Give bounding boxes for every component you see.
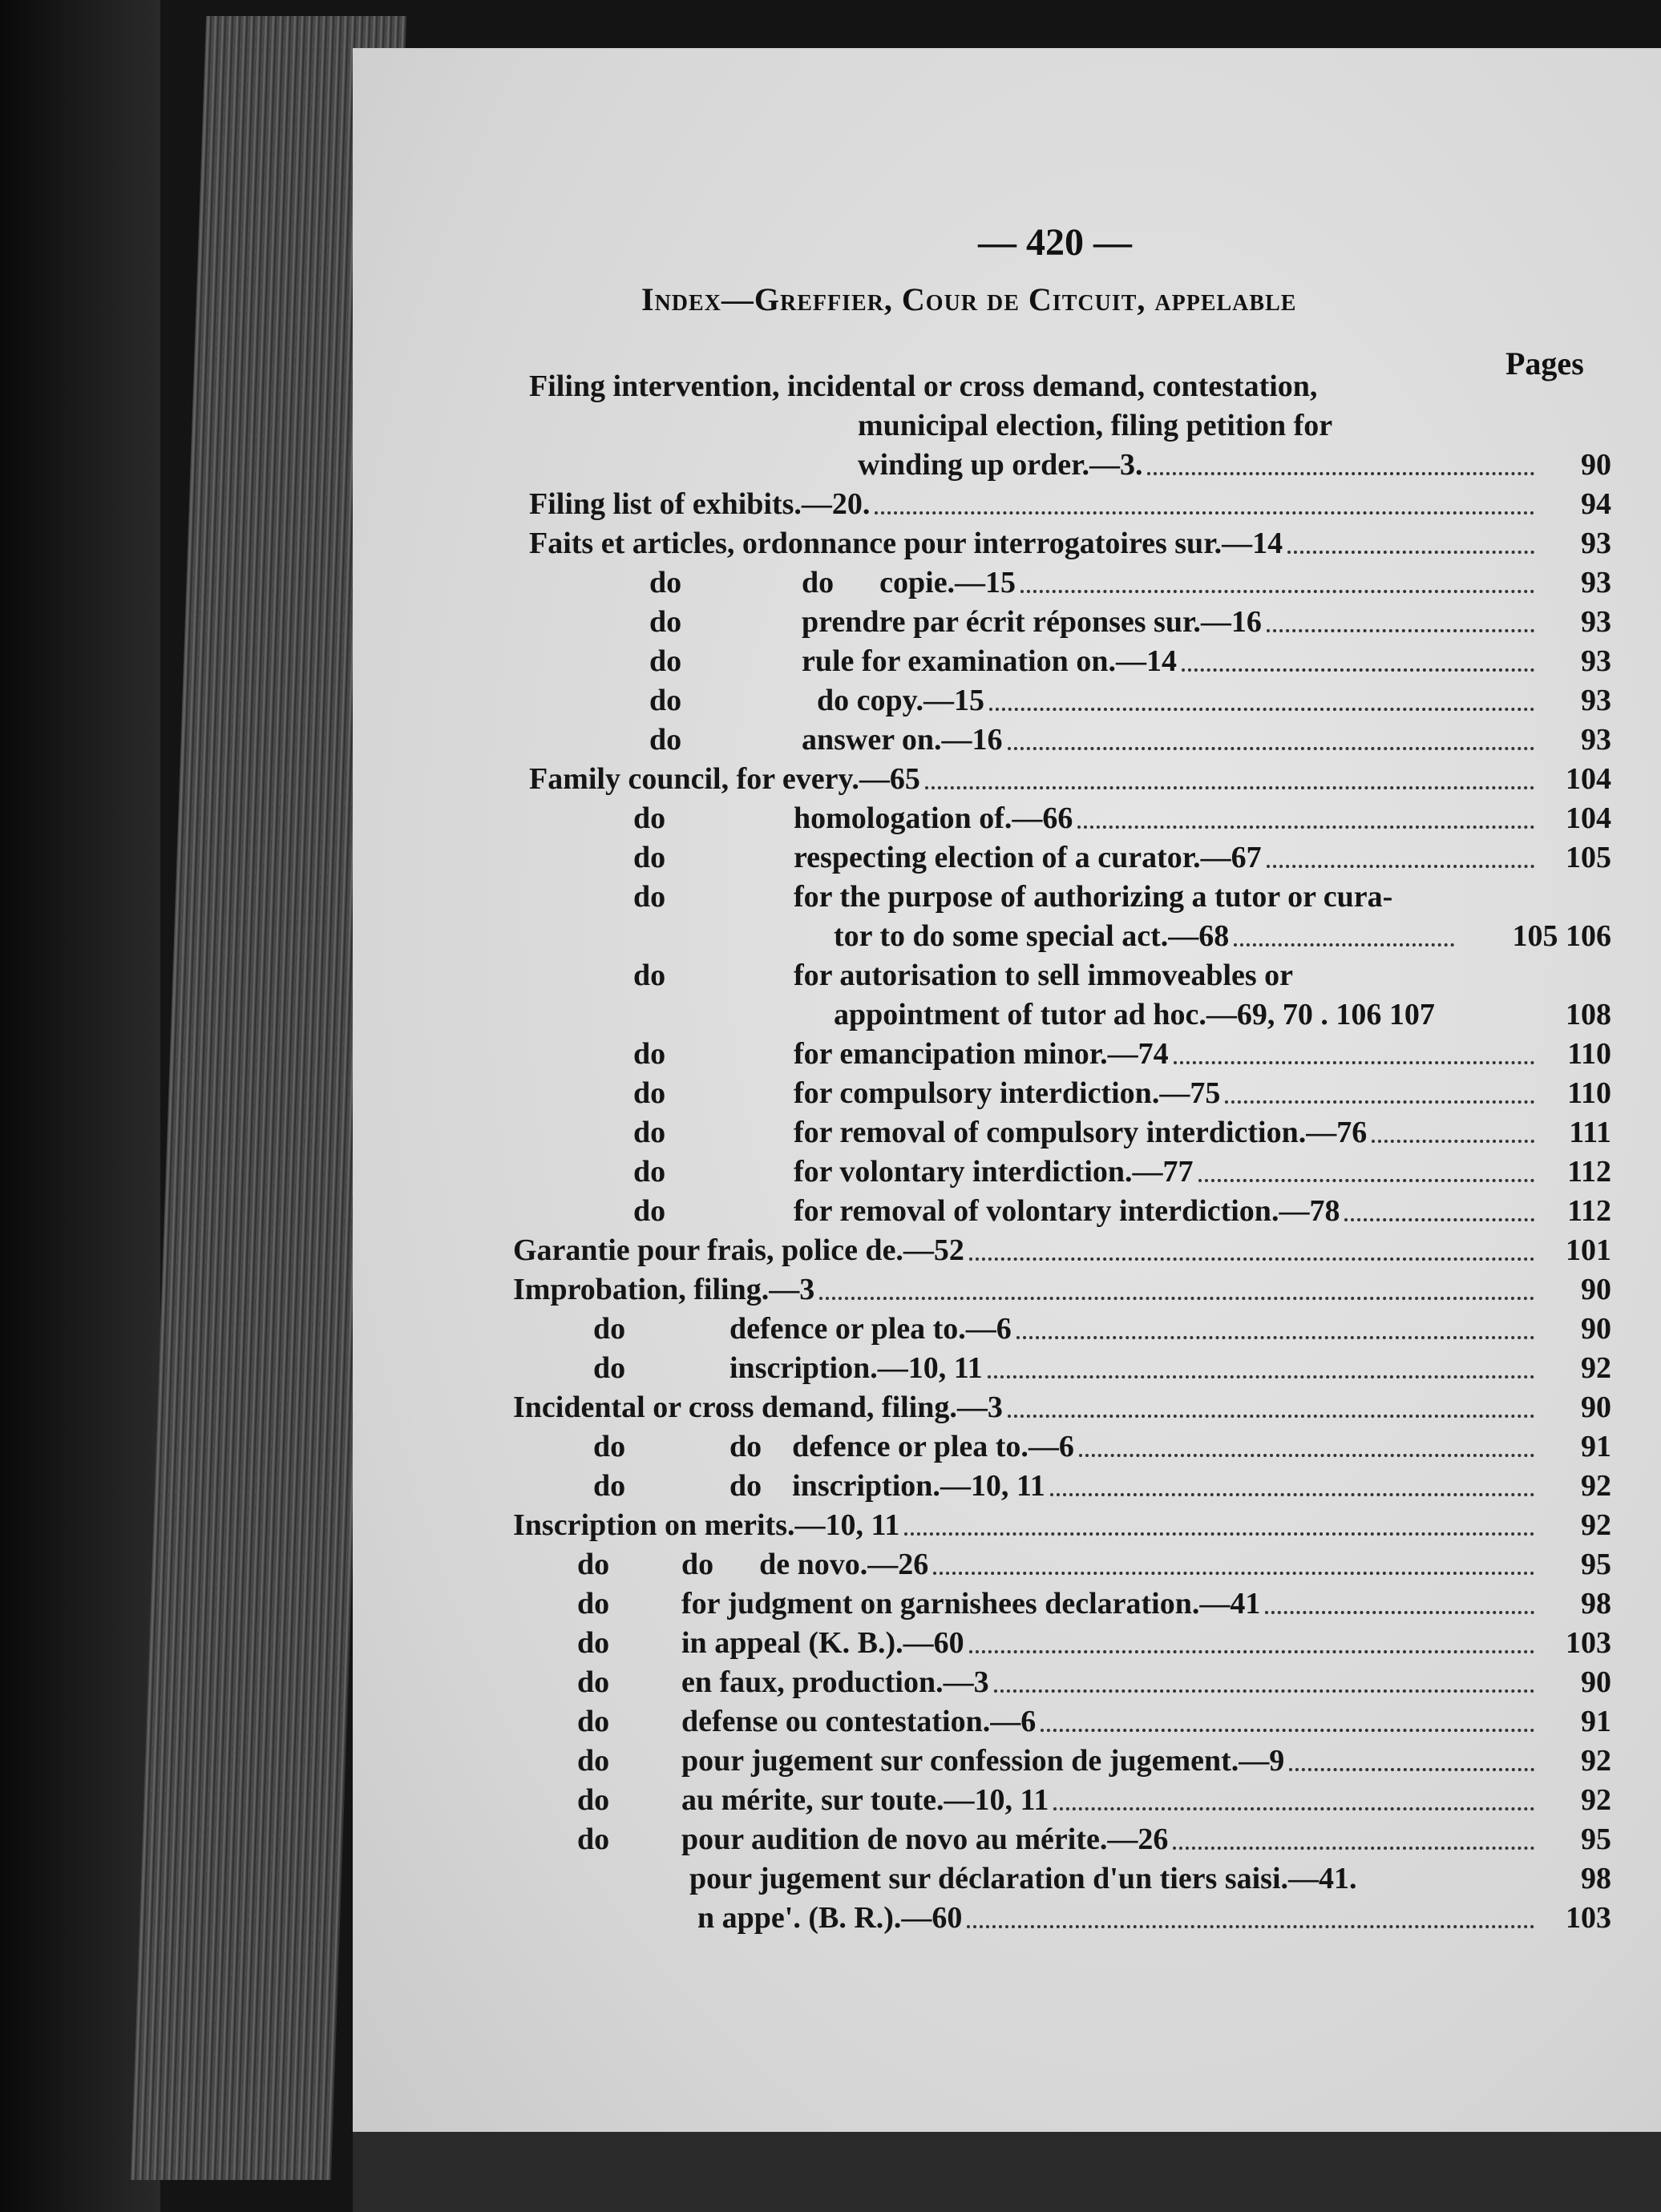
ditto-mark: do <box>577 1744 610 1778</box>
entry-text: for removal of compulsory interdiction.—76 <box>794 1116 1368 1149</box>
page-ref: 95 <box>1581 1822 1611 1856</box>
entry-text: Filing intervention, incidental or cross demand, contestation, <box>529 369 1318 403</box>
page-ref: 112 <box>1567 1155 1611 1189</box>
ditto-mark: do <box>633 959 666 992</box>
index-entry <box>529 918 1611 958</box>
entry-text: n appe'. (B. R.).—60 <box>697 1901 963 1935</box>
index-entry <box>529 840 1611 879</box>
index-entry <box>529 565 1611 604</box>
dot-leader <box>1050 1493 1534 1496</box>
entry-text: for emancipation minor.—74 <box>794 1037 1169 1071</box>
entry-text: do inscription.—10, 11 <box>729 1469 1045 1503</box>
dot-leader <box>1174 1061 1534 1064</box>
entry-text: for the purpose of authorizing a tutor or cura- <box>794 880 1393 914</box>
entry-text: Family council, for every.—65 <box>529 762 920 796</box>
entry-text: for autorisation to sell immoveables or <box>794 959 1294 992</box>
index-entry <box>529 1782 1611 1822</box>
entry-text: municipal election, filing petition for <box>858 409 1333 442</box>
index-entries <box>513 369 1611 1940</box>
dot-leader <box>1267 629 1534 632</box>
index-entry <box>529 1076 1611 1115</box>
ditto-mark: do <box>649 723 682 757</box>
page-ref: 105 106 <box>1512 919 1611 953</box>
ditto-mark: do <box>577 1783 610 1817</box>
dot-leader <box>933 1572 1534 1575</box>
page-ref: 108 <box>1566 998 1611 1031</box>
page-ref: 105 <box>1566 841 1611 874</box>
index-entry <box>529 761 1611 801</box>
entry-text: defense ou contestation.—6 <box>681 1705 1037 1738</box>
index-entry <box>529 1822 1611 1861</box>
page-ref: 98 <box>1581 1862 1611 1895</box>
entry-text: Inscription on merits.—10, 11 <box>513 1508 900 1542</box>
ditto-mark: do <box>649 644 682 678</box>
index-entry <box>513 1861 1611 1900</box>
dot-leader <box>1173 1847 1534 1850</box>
page-ref: 93 <box>1581 605 1611 639</box>
page-ref: 110 <box>1567 1076 1611 1110</box>
dot-leader <box>1287 551 1534 554</box>
page-number: — 420 — <box>978 221 1132 264</box>
entry-text: au mérite, sur toute.—10, 11 <box>681 1783 1049 1817</box>
index-entry <box>513 1508 1611 1547</box>
ditto-mark: do <box>577 1665 610 1699</box>
page-ref: 103 <box>1566 1901 1611 1935</box>
dot-leader <box>1016 1336 1534 1339</box>
entry-text: pour audition de novo au mérite.—26 <box>681 1822 1169 1856</box>
dot-leader <box>994 1689 1534 1693</box>
index-entry <box>529 486 1611 526</box>
entry-text: pour jugement sur déclaration d'un tiers saisi.—41. <box>689 1862 1357 1895</box>
entry-text: appointment of tutor ad hoc.—69, 70 . 106 107 <box>834 998 1435 1031</box>
index-entry <box>529 722 1611 761</box>
page-ref: 92 <box>1581 1351 1611 1385</box>
index-entry <box>529 1743 1611 1782</box>
ditto-mark: do <box>633 841 666 874</box>
index-entry <box>529 1625 1611 1665</box>
dot-leader <box>1079 1454 1534 1457</box>
page-ref: 94 <box>1581 487 1611 521</box>
entry-text: respecting election of a curator.—67 <box>794 841 1262 874</box>
page-ref: 90 <box>1581 448 1611 482</box>
ditto-mark: do <box>577 1705 610 1738</box>
ditto-mark: do <box>633 880 666 914</box>
index-entry <box>529 1311 1611 1350</box>
entry-text: do copy.—15 <box>802 684 985 717</box>
index-entry <box>529 1115 1611 1154</box>
entry-text: for removal of volontary interdiction.—78 <box>794 1194 1340 1228</box>
index-entry <box>529 997 1611 1036</box>
dot-leader <box>1267 865 1534 868</box>
ditto-mark: do <box>577 1626 610 1660</box>
index-entry <box>529 604 1611 644</box>
entry-text: defence or plea to.—6 <box>729 1312 1012 1346</box>
page-ref: 93 <box>1581 684 1611 717</box>
page-ref: 92 <box>1581 1469 1611 1503</box>
index-entry <box>529 801 1611 840</box>
ditto-mark: do <box>593 1469 626 1503</box>
ditto-mark: do <box>577 1587 610 1621</box>
dot-leader <box>1008 1415 1534 1418</box>
page-ref: 101 <box>1566 1233 1611 1267</box>
page-ref: 90 <box>1581 1273 1611 1306</box>
entry-text: Garantie pour frais, police de.—52 <box>513 1233 964 1267</box>
dot-leader <box>1372 1140 1534 1143</box>
dot-leader <box>1234 943 1454 947</box>
page-ref: 91 <box>1581 1705 1611 1738</box>
dot-leader <box>1020 590 1534 593</box>
dot-leader <box>1053 1807 1534 1810</box>
entry-text: do de novo.—26 <box>681 1548 929 1581</box>
dot-leader <box>819 1297 1534 1300</box>
ditto-mark: do <box>633 1116 666 1149</box>
index-entry <box>529 644 1611 683</box>
page-ref: 93 <box>1581 566 1611 599</box>
page-ref: 104 <box>1566 801 1611 835</box>
index-entry <box>529 447 1611 486</box>
dot-leader <box>988 1375 1534 1378</box>
ditto-mark: do <box>633 801 666 835</box>
index-entry <box>529 1586 1611 1625</box>
index-entry <box>529 1665 1611 1704</box>
index-entry <box>529 1704 1611 1743</box>
index-entry <box>529 408 1611 447</box>
page-ref: 92 <box>1581 1508 1611 1542</box>
dot-leader <box>1182 668 1534 672</box>
ditto-mark: do <box>633 1155 666 1189</box>
ditto-mark: do <box>593 1312 626 1346</box>
page-ref: 95 <box>1581 1548 1611 1581</box>
ditto-mark: do <box>593 1351 626 1385</box>
dot-leader <box>989 708 1534 711</box>
ditto-mark: do <box>577 1822 610 1856</box>
index-entry <box>529 1193 1611 1233</box>
page-ref: 90 <box>1581 1391 1611 1424</box>
entry-text: for judgment on garnishees declaration.—41 <box>681 1587 1261 1621</box>
dot-leader <box>925 786 1534 789</box>
page-ref: 112 <box>1567 1194 1611 1228</box>
index-entry <box>529 369 1611 408</box>
entry-text: Incidental or cross demand, filing.—3 <box>513 1391 1003 1424</box>
ditto-mark: do <box>593 1430 626 1463</box>
index-entry <box>529 1350 1611 1390</box>
dot-leader <box>904 1532 1534 1536</box>
ditto-mark: do <box>649 566 682 599</box>
index-entry <box>513 1390 1611 1429</box>
ditto-mark: do <box>633 1194 666 1228</box>
book-spine-shadow <box>0 0 160 2212</box>
page-ref: 93 <box>1581 644 1611 678</box>
entry-text: inscription.—10, 11 <box>729 1351 983 1385</box>
page-ref: 93 <box>1581 723 1611 757</box>
index-entry <box>529 1429 1611 1468</box>
index-entry <box>529 958 1611 997</box>
entry-text: in appeal (K. B.).—60 <box>681 1626 964 1660</box>
entry-text: Filing list of exhibits.—20. <box>529 487 871 521</box>
index-entry <box>529 1154 1611 1193</box>
page-ref: 91 <box>1581 1430 1611 1463</box>
entry-text: do copie.—15 <box>802 566 1016 599</box>
entry-text: prendre par écrit réponses sur.—16 <box>802 605 1262 639</box>
page-ref: 111 <box>1569 1116 1611 1149</box>
entry-text: answer on.—16 <box>802 723 1003 757</box>
page-ref: 93 <box>1581 527 1611 560</box>
dot-leader <box>1225 1100 1534 1104</box>
index-entry <box>529 1468 1611 1508</box>
page-ref: 98 <box>1581 1587 1611 1621</box>
entry-text: en faux, production.—3 <box>681 1665 989 1699</box>
dot-leader <box>969 1257 1534 1261</box>
dot-leader <box>1008 747 1534 750</box>
ditto-mark: do <box>649 684 682 717</box>
index-entry <box>513 1900 1611 1940</box>
entry-text: for compulsory interdiction.—75 <box>794 1076 1221 1110</box>
index-entry <box>529 683 1611 722</box>
dot-leader <box>1289 1768 1534 1771</box>
index-entry <box>513 1272 1611 1311</box>
ditto-mark: do <box>633 1076 666 1110</box>
dot-leader <box>1077 825 1534 829</box>
index-entry <box>529 526 1611 565</box>
pages-column-label: Pages <box>1505 345 1584 381</box>
ditto-mark: do <box>633 1037 666 1071</box>
dot-leader <box>1147 472 1534 475</box>
index-entry <box>529 1547 1611 1586</box>
entry-text: for volontary interdiction.—77 <box>794 1155 1194 1189</box>
dot-leader <box>875 511 1534 515</box>
entry-text: homologation of.—66 <box>794 801 1073 835</box>
dot-leader <box>969 1650 1534 1653</box>
entry-text: pour jugement sur confession de jugement.—9 <box>681 1744 1285 1778</box>
page-ref: 110 <box>1567 1037 1611 1071</box>
page-ref: 90 <box>1581 1312 1611 1346</box>
entry-text: winding up order.—3. <box>858 448 1143 482</box>
index-entry <box>513 1233 1611 1272</box>
entry-text: do defence or plea to.—6 <box>729 1430 1074 1463</box>
dot-leader <box>1041 1729 1534 1732</box>
page-ref: 92 <box>1581 1744 1611 1778</box>
page-ref: 104 <box>1566 762 1611 796</box>
index-entry <box>529 1036 1611 1076</box>
ditto-mark: do <box>577 1548 610 1581</box>
page-ref: 92 <box>1581 1783 1611 1817</box>
scan-bottom-edge <box>353 2132 1661 2212</box>
page-ref: 103 <box>1566 1626 1611 1660</box>
page-ref: 90 <box>1581 1665 1611 1699</box>
index-entry <box>529 879 1611 918</box>
index-heading: Index—Greffier, Cour de Citcuit, appelable <box>641 281 1297 317</box>
entry-text: tor to do some special act.—68 <box>834 919 1230 953</box>
dot-leader <box>967 1925 1534 1928</box>
dot-leader <box>1344 1218 1534 1221</box>
dot-leader <box>1265 1611 1534 1614</box>
dot-leader <box>1198 1179 1534 1182</box>
entry-text: rule for examination on.—14 <box>802 644 1177 678</box>
entry-text: Improbation, filing.—3 <box>513 1273 815 1306</box>
ditto-mark: do <box>649 605 682 639</box>
entry-text: Faits et articles, ordonnance pour interrogatoires sur.—14 <box>529 527 1283 560</box>
